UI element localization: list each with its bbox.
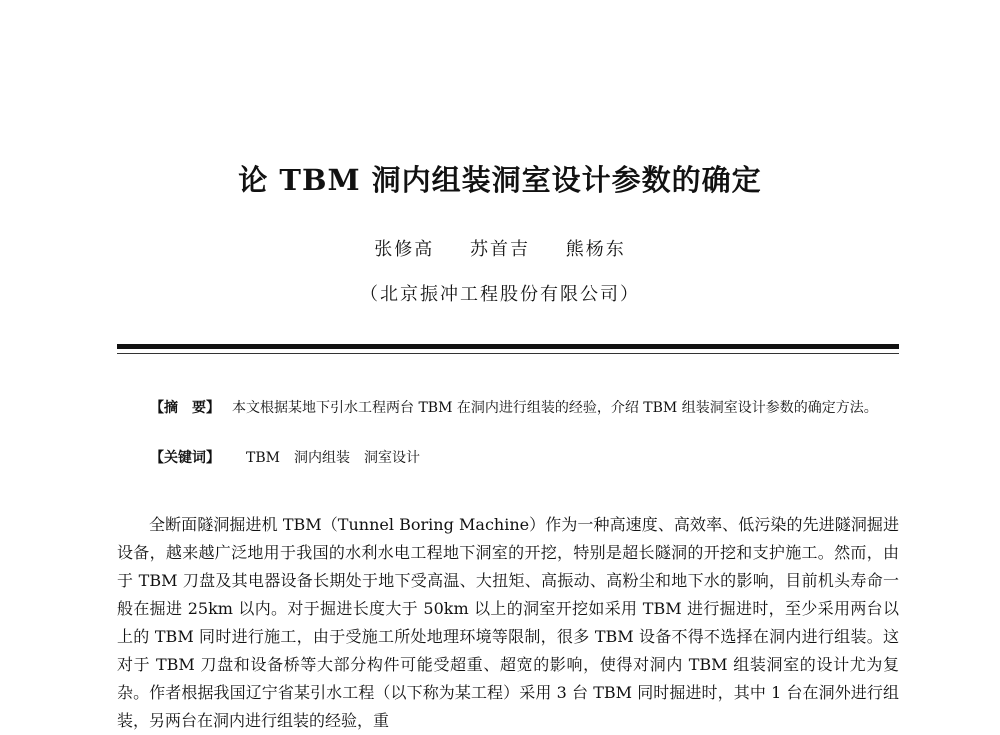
paper-title: 论 TBM 洞内组装洞室设计参数的确定 (238, 163, 762, 197)
author-name: 熊杨东 (565, 239, 626, 260)
keyword: 洞内组装 (293, 450, 350, 466)
keywords-label: 【关键词】 (150, 450, 220, 466)
keyword: 洞室设计 (363, 450, 420, 466)
author-list (0, 237, 1000, 263)
header-divider-thin (117, 353, 899, 354)
keyword: TBM (246, 450, 280, 466)
keywords-block (150, 446, 880, 470)
author-name: 苏首吉 (470, 239, 530, 260)
abstract-text: 本文根据某地下引水工程两台 TBM 在洞内进行组装的经验，介绍 TBM 组装洞室设计参数的确定方法。 (232, 400, 878, 416)
body-paragraph: 全断面隧洞掘进机 TBM（Tunnel Boring Machine）作为一种高速度、高效率、低污染的先进隧洞掘进设备，越来越广泛地用于我国的水利水电工程地下洞室的开挖，特别是超长隧洞的开挖和支护施工。然而，由于 TBM 刀盘及其电器设备长期处于地下受高温、大扭矩、高振动、高粉尘和地下水的影响，目前机头寿命一般在掘进 25km 以内。对于掘进长度大于 50km 以上的洞室开挖如采用 TBM 进行掘进时，至少采用两台以上的 TBM 同时进行施工，由于受施工所处地理环境等限制，很多 TBM 设备不得不选择在洞内进行组装。这对于 TBM 刀盘和设备桥等大部分构件可能受超重、超宽的影响，使得对洞内 TBM 组装洞室的设计尤为复杂。作者根据我国辽宁省某引水工程（以下称为某工程）采用 3 台 TBM 同时掘进时，其中 1 台在洞外进行组装，另两台在洞内进行组装的经验，重 (117, 515, 899, 730)
abstract-block (150, 396, 880, 420)
abstract-label: 【摘 要】 (150, 400, 220, 416)
header-divider-thick (117, 344, 899, 349)
author-name: 张修高 (374, 239, 435, 260)
author-affiliation: （北京振冲工程股份有限公司） (360, 284, 640, 305)
